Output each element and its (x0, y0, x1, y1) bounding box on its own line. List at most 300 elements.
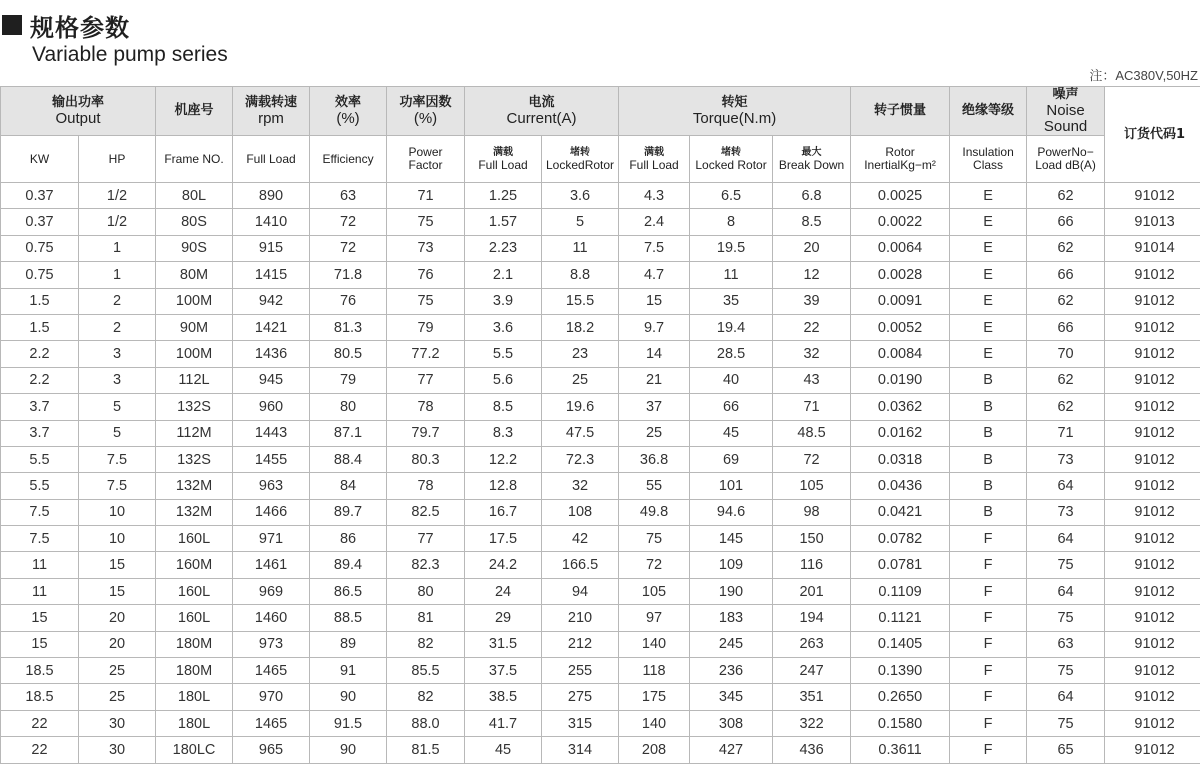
cell-full-load-rpm: 1460 (233, 605, 310, 631)
cell-efficiency: 80.5 (310, 341, 387, 367)
cell-hp: 10 (79, 526, 156, 552)
cell-kw: 1.5 (1, 288, 79, 314)
cell-noise-db: 64 (1027, 578, 1105, 604)
cell-current-full: 2.1 (465, 262, 542, 288)
table-row (1, 420, 1200, 446)
cell-current-full: 38.5 (465, 684, 542, 710)
cell-rotor-inertia: 0.0190 (851, 367, 950, 393)
inertia-header-cn: 转子惯量 (874, 103, 927, 118)
cell-order-code: 91012 (1105, 737, 1200, 763)
cell-efficiency: 89.4 (310, 552, 387, 578)
cell-torque-max: 72 (773, 446, 851, 472)
table-row (1, 631, 1200, 657)
cell-kw: 5.5 (1, 473, 79, 499)
cell-hp: 25 (79, 684, 156, 710)
cell-torque-max: 43 (773, 367, 851, 393)
cell-insulation-class: B (950, 394, 1027, 420)
cell-power-factor: 73 (387, 235, 465, 261)
cell-full-load-rpm: 915 (233, 235, 310, 261)
cell-rotor-inertia: 0.0162 (851, 420, 950, 446)
cell-full-load-rpm: 1443 (233, 420, 310, 446)
cell-rotor-inertia: 0.0362 (851, 394, 950, 420)
cell-torque-locked: 94.6 (690, 499, 773, 525)
speed-header-en: rpm (258, 110, 284, 127)
cell-hp: 1 (79, 262, 156, 288)
cell-current-full: 41.7 (465, 710, 542, 736)
cell-frame: 90M (156, 314, 233, 340)
power-factor-header-cn: 功率因数 (399, 95, 452, 110)
cell-torque-full: 140 (619, 710, 690, 736)
cell-torque-locked: 109 (690, 552, 773, 578)
torque-header-en: Torque(N.m) (692, 110, 777, 127)
noise-header-cn: 噪声 (1052, 87, 1079, 102)
cell-torque-max: 436 (773, 737, 851, 763)
cell-torque-full: 9.7 (619, 314, 690, 340)
cell-current-locked: 5 (542, 209, 619, 235)
cell-power-factor: 82 (387, 684, 465, 710)
cell-order-code: 91012 (1105, 710, 1200, 736)
efficiency-sub-label: Efficiency (322, 151, 374, 166)
cell-efficiency: 90 (310, 737, 387, 763)
cell-kw: 11 (1, 552, 79, 578)
cell-current-full: 3.6 (465, 314, 542, 340)
full-load-header-label: Full Load (246, 151, 296, 166)
cell-full-load-rpm: 1465 (233, 658, 310, 684)
cell-efficiency: 71.8 (310, 262, 387, 288)
cell-current-locked: 3.6 (542, 183, 619, 209)
table-row (1, 394, 1200, 420)
cell-kw: 18.5 (1, 684, 79, 710)
cell-power-factor: 77.2 (387, 341, 465, 367)
cell-full-load-rpm: 969 (233, 578, 310, 604)
cell-current-full: 12.2 (465, 446, 542, 472)
cell-power-factor: 88.0 (387, 710, 465, 736)
cell-order-code: 91012 (1105, 367, 1200, 393)
cell-current-locked: 47.5 (542, 420, 619, 446)
cell-full-load-rpm: 971 (233, 526, 310, 552)
efficiency-header-cn: 效率 (335, 95, 362, 110)
insulation-header (950, 87, 1027, 136)
cell-torque-locked: 245 (690, 631, 773, 657)
cell-torque-max: 71 (773, 394, 851, 420)
cell-torque-full: 55 (619, 473, 690, 499)
cell-torque-max: 12 (773, 262, 851, 288)
cell-hp: 3 (79, 367, 156, 393)
efficiency-header-en: (%) (336, 110, 360, 127)
cell-current-locked: 315 (542, 710, 619, 736)
cell-noise-db: 64 (1027, 684, 1105, 710)
cell-torque-max: 22 (773, 314, 851, 340)
cell-current-full: 29 (465, 605, 542, 631)
cell-order-code: 91012 (1105, 605, 1200, 631)
cell-kw: 11 (1, 578, 79, 604)
insulation-label-2: Class (973, 158, 1004, 172)
cell-torque-full: 49.8 (619, 499, 690, 525)
header-row-sub (1, 136, 1200, 183)
cell-power-factor: 80.3 (387, 446, 465, 472)
cell-current-locked: 314 (542, 737, 619, 763)
frame-header (156, 87, 233, 136)
cell-torque-full: 175 (619, 684, 690, 710)
cell-torque-max: 263 (773, 631, 851, 657)
insulation-class-header (950, 136, 1027, 183)
current-full-header (465, 136, 542, 183)
cell-noise-db: 75 (1027, 552, 1105, 578)
cell-kw: 0.37 (1, 183, 79, 209)
torque-full-en: Full Load (629, 158, 679, 172)
cell-noise-db: 66 (1027, 262, 1105, 288)
cell-noise-db: 73 (1027, 446, 1105, 472)
cell-rotor-inertia: 0.1390 (851, 658, 950, 684)
cell-full-load-rpm: 1421 (233, 314, 310, 340)
cell-torque-full: 14 (619, 341, 690, 367)
table-row (1, 235, 1200, 261)
table-row (1, 183, 1200, 209)
kw-header (1, 136, 79, 183)
cell-rotor-inertia: 0.0025 (851, 183, 950, 209)
torque-header (619, 87, 851, 136)
cell-hp: 7.5 (79, 473, 156, 499)
cell-full-load-rpm: 945 (233, 367, 310, 393)
cell-order-code: 91012 (1105, 183, 1200, 209)
cell-kw: 18.5 (1, 658, 79, 684)
cell-power-factor: 81 (387, 605, 465, 631)
cell-current-locked: 23 (542, 341, 619, 367)
cell-torque-full: 25 (619, 420, 690, 446)
cell-torque-full: 75 (619, 526, 690, 552)
cell-noise-db: 65 (1027, 737, 1105, 763)
cell-torque-full: 15 (619, 288, 690, 314)
cell-efficiency: 84 (310, 473, 387, 499)
cell-current-locked: 72.3 (542, 446, 619, 472)
power-factor-header (387, 87, 465, 136)
cell-noise-db: 62 (1027, 367, 1105, 393)
cell-kw: 0.75 (1, 262, 79, 288)
table-row (1, 499, 1200, 525)
cell-hp: 7.5 (79, 446, 156, 472)
cell-rotor-inertia: 0.1405 (851, 631, 950, 657)
cell-full-load-rpm: 890 (233, 183, 310, 209)
cell-torque-full: 208 (619, 737, 690, 763)
cell-frame: 80L (156, 183, 233, 209)
kw-header-label: KW (29, 151, 50, 166)
cell-current-full: 37.5 (465, 658, 542, 684)
cell-current-full: 8.5 (465, 394, 542, 420)
cell-torque-locked: 6.5 (690, 183, 773, 209)
cell-power-factor: 82 (387, 631, 465, 657)
cell-torque-full: 37 (619, 394, 690, 420)
rotor-label-2: InertialKg−m² (864, 158, 936, 172)
cell-current-locked: 255 (542, 658, 619, 684)
cell-full-load-rpm: 1455 (233, 446, 310, 472)
cell-order-code: 91012 (1105, 473, 1200, 499)
cell-current-locked: 210 (542, 605, 619, 631)
cell-efficiency: 86 (310, 526, 387, 552)
cell-insulation-class: F (950, 737, 1027, 763)
cell-frame: 160L (156, 526, 233, 552)
cell-frame: 180M (156, 631, 233, 657)
cell-torque-locked: 427 (690, 737, 773, 763)
cell-frame: 132S (156, 446, 233, 472)
cell-insulation-class: F (950, 605, 1027, 631)
cell-hp: 20 (79, 605, 156, 631)
cell-insulation-class: F (950, 578, 1027, 604)
table-row (1, 262, 1200, 288)
cell-frame: 80S (156, 209, 233, 235)
cell-efficiency: 81.3 (310, 314, 387, 340)
inertia-header (851, 87, 950, 136)
speed-header (233, 87, 310, 136)
table-row (1, 341, 1200, 367)
cell-insulation-class: F (950, 631, 1027, 657)
cell-power-factor: 81.5 (387, 737, 465, 763)
cell-current-locked: 108 (542, 499, 619, 525)
cell-order-code: 91012 (1105, 394, 1200, 420)
torque-locked-en: Locked Rotor (695, 158, 767, 172)
cell-torque-locked: 236 (690, 658, 773, 684)
cell-rotor-inertia: 0.0421 (851, 499, 950, 525)
cell-current-locked: 32 (542, 473, 619, 499)
cell-insulation-class: E (950, 262, 1027, 288)
cell-efficiency: 87.1 (310, 420, 387, 446)
cell-torque-locked: 40 (690, 367, 773, 393)
rotor-inertia-header (851, 136, 950, 183)
cell-torque-max: 201 (773, 578, 851, 604)
cell-current-locked: 15.5 (542, 288, 619, 314)
cell-insulation-class: F (950, 552, 1027, 578)
cell-kw: 2.2 (1, 341, 79, 367)
cell-frame: 180LC (156, 737, 233, 763)
torque-max-header (773, 136, 851, 183)
cell-efficiency: 63 (310, 183, 387, 209)
cell-torque-full: 97 (619, 605, 690, 631)
cell-full-load-rpm: 1436 (233, 341, 310, 367)
cell-kw: 2.2 (1, 367, 79, 393)
cell-power-factor: 76 (387, 262, 465, 288)
cell-torque-full: 4.3 (619, 183, 690, 209)
cell-hp: 2 (79, 314, 156, 340)
cell-order-code: 91012 (1105, 658, 1200, 684)
table-row (1, 658, 1200, 684)
cell-order-code: 91013 (1105, 209, 1200, 235)
cell-kw: 1.5 (1, 314, 79, 340)
cell-noise-db: 64 (1027, 473, 1105, 499)
cell-efficiency: 88.4 (310, 446, 387, 472)
cell-current-full: 12.8 (465, 473, 542, 499)
frame-header-cn: 机座号 (174, 103, 214, 118)
table-row (1, 552, 1200, 578)
cell-insulation-class: E (950, 314, 1027, 340)
cell-full-load-rpm: 970 (233, 684, 310, 710)
cell-rotor-inertia: 0.0782 (851, 526, 950, 552)
cell-frame: 180M (156, 658, 233, 684)
table-row (1, 209, 1200, 235)
cell-current-locked: 25 (542, 367, 619, 393)
cell-torque-locked: 308 (690, 710, 773, 736)
power-factor-header-en: (%) (413, 110, 438, 127)
noise-label-2: Load dB(A) (1035, 158, 1096, 172)
cell-efficiency: 89 (310, 631, 387, 657)
cell-torque-locked: 101 (690, 473, 773, 499)
cell-torque-max: 48.5 (773, 420, 851, 446)
cell-insulation-class: F (950, 684, 1027, 710)
cell-current-full: 5.6 (465, 367, 542, 393)
cell-hp: 25 (79, 658, 156, 684)
pf-sub-label-1: Power (408, 145, 443, 159)
cell-hp: 1 (79, 235, 156, 261)
cell-current-locked: 212 (542, 631, 619, 657)
cell-order-code: 91012 (1105, 262, 1200, 288)
cell-noise-db: 75 (1027, 658, 1105, 684)
voltage-note: 注：AC380V,50HZ (1089, 68, 1198, 83)
page-title-en: Variable pump series (32, 43, 228, 66)
cell-rotor-inertia: 0.0318 (851, 446, 950, 472)
torque-max-en: Break Down (778, 158, 845, 172)
cell-current-full: 8.3 (465, 420, 542, 446)
table-row (1, 446, 1200, 472)
cell-insulation-class: B (950, 473, 1027, 499)
cell-kw: 7.5 (1, 526, 79, 552)
cell-frame: 112M (156, 420, 233, 446)
cell-rotor-inertia: 0.0091 (851, 288, 950, 314)
torque-full-cn: 满载 (644, 147, 665, 158)
cell-torque-locked: 345 (690, 684, 773, 710)
cell-kw: 0.37 (1, 209, 79, 235)
cell-insulation-class: F (950, 658, 1027, 684)
cell-torque-locked: 183 (690, 605, 773, 631)
cell-frame: 160L (156, 578, 233, 604)
hp-header (79, 136, 156, 183)
cell-noise-db: 66 (1027, 209, 1105, 235)
cell-frame: 90S (156, 235, 233, 261)
current-locked-header (542, 136, 619, 183)
cell-order-code: 91012 (1105, 578, 1200, 604)
cell-current-locked: 18.2 (542, 314, 619, 340)
cell-rotor-inertia: 0.1580 (851, 710, 950, 736)
cell-frame: 180L (156, 684, 233, 710)
cell-frame: 180L (156, 710, 233, 736)
table-row (1, 314, 1200, 340)
cell-power-factor: 78 (387, 394, 465, 420)
cell-torque-locked: 19.4 (690, 314, 773, 340)
cell-insulation-class: B (950, 420, 1027, 446)
cell-frame: 112L (156, 367, 233, 393)
cell-power-factor: 79.7 (387, 420, 465, 446)
noise-header-en2: Sound (1043, 118, 1088, 135)
cell-torque-max: 6.8 (773, 183, 851, 209)
speed-header-cn: 满载转速 (245, 95, 298, 110)
cell-kw: 15 (1, 605, 79, 631)
current-locked-cn: 堵转 (570, 147, 591, 158)
cell-hp: 15 (79, 578, 156, 604)
cell-noise-db: 62 (1027, 288, 1105, 314)
torque-max-cn: 最大 (801, 147, 822, 158)
cell-torque-full: 21 (619, 367, 690, 393)
table-row (1, 737, 1200, 763)
cell-torque-locked: 190 (690, 578, 773, 604)
cell-insulation-class: F (950, 710, 1027, 736)
cell-rotor-inertia: 0.0436 (851, 473, 950, 499)
cell-noise-db: 62 (1027, 235, 1105, 261)
cell-full-load-rpm: 1415 (233, 262, 310, 288)
cell-order-code: 91012 (1105, 499, 1200, 525)
output-header (1, 87, 156, 136)
cell-current-full: 5.5 (465, 341, 542, 367)
cell-torque-max: 39 (773, 288, 851, 314)
noise-header (1027, 87, 1105, 136)
title-square-bullet (2, 15, 22, 35)
spec-table (0, 86, 1200, 764)
full-load-header (233, 136, 310, 183)
cell-current-full: 2.23 (465, 235, 542, 261)
current-header-cn: 电流 (528, 95, 555, 110)
cell-torque-max: 194 (773, 605, 851, 631)
cell-noise-db: 66 (1027, 314, 1105, 340)
cell-hp: 10 (79, 499, 156, 525)
cell-current-locked: 275 (542, 684, 619, 710)
cell-power-factor: 82.3 (387, 552, 465, 578)
cell-full-load-rpm: 1461 (233, 552, 310, 578)
cell-insulation-class: E (950, 209, 1027, 235)
cell-hp: 30 (79, 710, 156, 736)
cell-efficiency: 88.5 (310, 605, 387, 631)
efficiency-sub-header (310, 136, 387, 183)
cell-order-code: 91012 (1105, 420, 1200, 446)
cell-rotor-inertia: 0.0084 (851, 341, 950, 367)
cell-torque-locked: 19.5 (690, 235, 773, 261)
cell-rotor-inertia: 0.0028 (851, 262, 950, 288)
cell-insulation-class: B (950, 367, 1027, 393)
cell-torque-locked: 11 (690, 262, 773, 288)
cell-torque-max: 32 (773, 341, 851, 367)
table-row (1, 605, 1200, 631)
rotor-label-1: Rotor (885, 145, 915, 159)
cell-full-load-rpm: 942 (233, 288, 310, 314)
current-full-en: Full Load (478, 158, 528, 172)
header-row-main (1, 87, 1200, 136)
current-header-en: Current(A) (506, 110, 577, 127)
cell-efficiency: 72 (310, 209, 387, 235)
cell-power-factor: 77 (387, 367, 465, 393)
cell-kw: 22 (1, 710, 79, 736)
frame-no-header-label: Frame NO. (164, 151, 224, 166)
cell-current-full: 1.25 (465, 183, 542, 209)
frame-no-header (156, 136, 233, 183)
cell-noise-db: 71 (1027, 420, 1105, 446)
cell-efficiency: 79 (310, 367, 387, 393)
cell-insulation-class: E (950, 341, 1027, 367)
table-row (1, 367, 1200, 393)
noise-label-1: PowerNo− (1037, 145, 1094, 159)
page-header (0, 10, 228, 66)
cell-hp: 5 (79, 394, 156, 420)
spec-table-body (1, 183, 1200, 764)
cell-torque-full: 105 (619, 578, 690, 604)
noise-header-en1: Noise (1046, 102, 1085, 119)
cell-frame: 132M (156, 473, 233, 499)
cell-torque-locked: 35 (690, 288, 773, 314)
torque-locked-cn: 堵转 (721, 147, 742, 158)
cell-order-code: 91012 (1105, 552, 1200, 578)
efficiency-header (310, 87, 387, 136)
cell-efficiency: 86.5 (310, 578, 387, 604)
cell-efficiency: 80 (310, 394, 387, 420)
cell-hp: 30 (79, 737, 156, 763)
cell-rotor-inertia: 0.2650 (851, 684, 950, 710)
cell-current-full: 1.57 (465, 209, 542, 235)
cell-rotor-inertia: 0.3611 (851, 737, 950, 763)
cell-torque-full: 36.8 (619, 446, 690, 472)
